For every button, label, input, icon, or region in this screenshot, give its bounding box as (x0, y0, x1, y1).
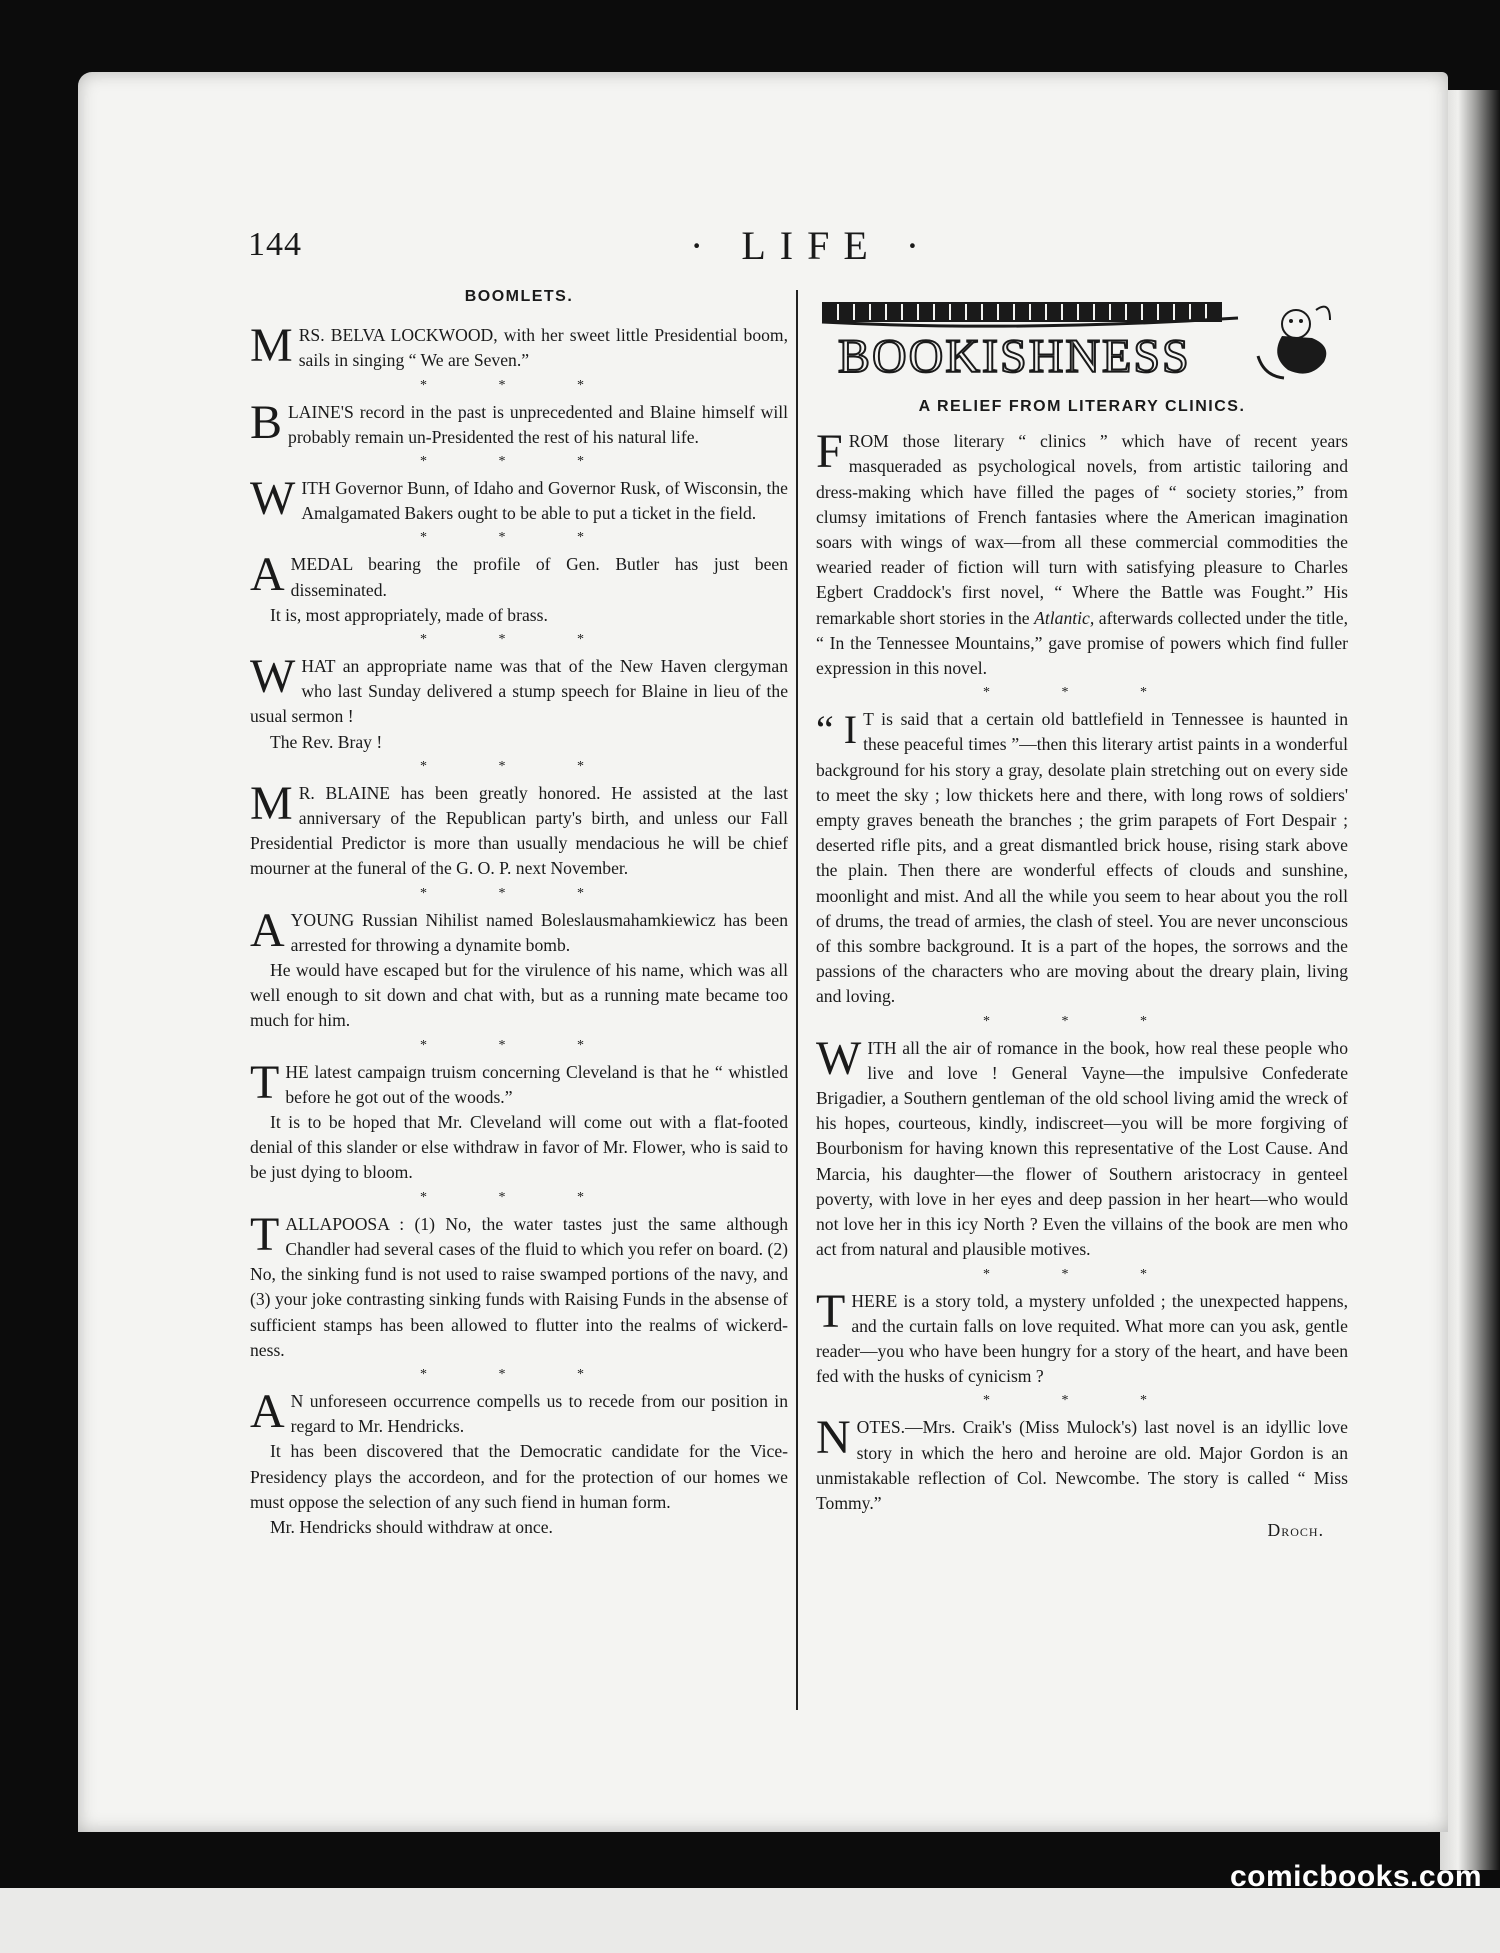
italic-title: Atlantic, (1034, 607, 1095, 628)
drop-cap: T (250, 1055, 280, 1109)
drop-cap: A (250, 548, 285, 602)
boomlet-item (250, 1384, 788, 1540)
asterism-separator: * * * (420, 1189, 618, 1205)
asterism-separator: * * * (983, 1266, 1181, 1282)
drop-cap: W (816, 1031, 862, 1085)
drop-cap: “ I (816, 707, 858, 753)
item-continuation: Mr. Hendricks should withdraw at once. (270, 1516, 553, 1537)
drop-cap: M (250, 776, 293, 830)
item-continuation: He would have escaped but for the virulence of his name, which was all well enough to sit down and chat with, but as a running mate became too much for him. (250, 960, 788, 1031)
item-text: HERE is a story told, a mystery unfolded ; the unexpected happens, and the curtain falls on love requited. What more can you ask, gentle reader—you who have been hungry for a story of the heart, and have been fed with the husks of cynicism ? (816, 1290, 1348, 1387)
site-watermark: comicbooks.com (1230, 1860, 1483, 1893)
drop-cap: T (250, 1207, 280, 1261)
item-continuation: The Rev. Bray ! (270, 731, 383, 752)
masthead-title: · LIFE · (690, 223, 934, 268)
item-text: N unforeseen occurrence compells us to recede from our position in regard to Mr. Hendricks. (290, 1390, 788, 1437)
item-text: YOUNG Russian Nihilist named Boleslausmahamkiewicz has been arrested for throwing a dynamite bomb. (290, 909, 788, 955)
item-text: HAT an appropriate name was that of the New Haven clergyman who last Sunday delivered a stump speech for Blaine in lieu of the usual sermon ! (250, 656, 788, 727)
boomlet-item (250, 1207, 788, 1363)
drop-cap: B (250, 395, 283, 449)
banner-art (818, 296, 1338, 388)
item-continuation: It is, most appropriately, made of brass. (270, 604, 548, 625)
review-paragraph (816, 1284, 1348, 1390)
item-text: RS. BELVA LOCKWOOD, with her sweet little Presidential boom, sails in singing “ We are Seven.” (298, 325, 788, 371)
drop-cap: A (250, 903, 285, 957)
drop-cap: W (250, 650, 296, 704)
item-text: OTES.—Mrs. Craik's (Miss Mulock's) last novel is an idyllic love story in which the hero and heroine are old. Major Gordon is an unmistakable reflection of Col. Newcombe. The story is called “ Miss Tommy.” (816, 1417, 1348, 1513)
asterism-separator: * * * (420, 1366, 618, 1382)
asterism-separator: * * * (420, 885, 618, 901)
review-paragraph (816, 425, 1349, 681)
item-text: HE latest campaign truism concerning Cleveland is that he “ whistled before he got out of the woods.” (285, 1061, 788, 1107)
item-text: ITH Governor Bunn, of Idaho and Governor Rusk, of Wisconsin, the Amalgamated Bakers ought to be able to put a ticket in the field. (301, 478, 788, 524)
asterism-separator: * * * (420, 377, 618, 393)
relief-heading: A RELIEF FROM LITERARY CLINICS. (918, 398, 1246, 415)
drop-cap: W (250, 472, 296, 526)
asterism-separator: * * * (420, 1037, 618, 1053)
drop-cap: M (250, 319, 293, 373)
asterism-separator: * * * (420, 454, 618, 470)
drop-cap: N (816, 1411, 851, 1465)
column-divider (796, 290, 798, 1710)
asterism-separator: * * * (420, 530, 618, 546)
asterism-separator: * * * (983, 1013, 1181, 1029)
left-column (250, 284, 788, 1540)
boomlets-heading: BOOMLETS. (464, 288, 574, 305)
next-page-strip (0, 1888, 1500, 1953)
item-text: T is said that a certain old battlefield in Tennessee is haunted in these peaceful times ”—then this literary artist paints in a wonderful background for his story a gray, desolate plain stretching out on every side to meet the sky ; low thickets here and there, with long rows of soldiers' empty graves beneath the branches ; the grim parapets of Fort Despair ; deserted rifle pits, and a great dismantled brick house, rising stark above the plain. Then there are wonderful effects of clouds and sunshine, moonlight and mist. And all the while you seem to hear about you the roll of drums, the tread of armies, the clash of steel. You are never unconscious of this sombre background. It is a part of the hopes, the sorrows and the passions of the characters who are moving about the dreary plain, living and loving. (816, 709, 1348, 1007)
asterism-separator: * * * (983, 685, 1181, 701)
drop-cap: F (816, 425, 843, 479)
item-text: ITH all the air of romance in the book, how real these people who live and love ! General Vayne—the impulsive Confederate Brigadier, a Southern gentleman of the old school living amid the wreck of his hopes, courteous, kindly, indiscreet—you will be more forgiving of Bourbonism for having known this representative of the Lost Cause. And Marcia, his daughter—the flower of Southern aristocracy in genteel poverty, with love in her eyes and deep passion in her heart—who would not love her in this icy North ? Even the villains of the book are men who act from natural and plausible motives. (816, 1037, 1348, 1260)
boomlet-item (250, 548, 788, 628)
asterism-separator: * * * (983, 1393, 1181, 1409)
review-paragraph (816, 707, 1348, 1009)
item-continuation: It is to be hoped that Mr. Cleveland will come out with a flat-footed denial of this slander or else withdraw in favor of Mr. Flower, who is said to be just dying to bloom. (250, 1112, 788, 1183)
asterism-separator: * * * (420, 632, 618, 648)
review-paragraph (816, 1411, 1348, 1516)
item-text: ALLAPOOSA : (1) No, the water tastes just the same although Chandler had several cases of the fluid to which you refer on board. (2) No, the sinking fund is not used to raise swamped portions of the navy, and (3) your joke contrasting sinking funds with Raising Funds in the absense of sufficient stamps has been allowed to flutter into the realms of wickerd-ness. (250, 1213, 788, 1360)
review-paragraph (816, 1031, 1348, 1263)
banner-title: BOOKISHNESS (838, 330, 1191, 383)
asterism-separator: * * * (420, 758, 618, 774)
drop-cap: T (816, 1284, 846, 1338)
item-text: MEDAL bearing the profile of Gen. Butler has just been disseminated. (290, 554, 788, 600)
boomlet-item (250, 395, 788, 450)
bookishness-banner (818, 296, 1338, 388)
item-text: R. BLAINE has been greatly honored. He assisted at the last anniversary of the Republican party's birth, and unless our Fall Presidential Predictor is more than usually mendacious he will be chief mourner at the funeral of the G. O. P. next November. (250, 782, 788, 879)
boomlet-item (250, 650, 788, 755)
drop-cap: A (250, 1384, 285, 1438)
boomlet-item (250, 319, 788, 373)
item-text: LAINE'S record in the past is unprecedented and Blaine himself will probably remain un-Presidented the rest of his natural life. (288, 401, 788, 447)
author-signature: Droch. (1267, 1520, 1324, 1541)
item-text-tail: afterwards collected under the title, “ In the Tennessee Mountains,” gave promise of powers which find fuller expression in this novel. (816, 607, 1349, 679)
item-text: ROM those literary “ clinics ” which have of recent years masqueraded as psychological novels, from artistic tailoring and dress-making which have filled the pages of “ society stories,” from clumsy imitations of French fantasies where the American imagination soars with wings of wax—from all these commercial commodities the wearied reader of fiction will turn with satisfying pleasure to Charles Egbert Craddock's first novel, “ Where the Battle was Fought.” His remarkable short stories in the (816, 431, 1348, 628)
right-column (816, 296, 1348, 1543)
boomlet-item (250, 1055, 788, 1186)
boomlet-item (250, 903, 788, 1034)
page-edge (1440, 90, 1500, 1870)
item-continuation: It has been discovered that the Democratic candidate for the Vice-Presidency plays the accordeon, and for the protection of our homes we must oppose the selection of any such fiend in human form. (250, 1441, 788, 1512)
page-number: 144 (248, 226, 302, 263)
boomlet-item (250, 776, 788, 882)
boomlet-item (250, 472, 788, 526)
